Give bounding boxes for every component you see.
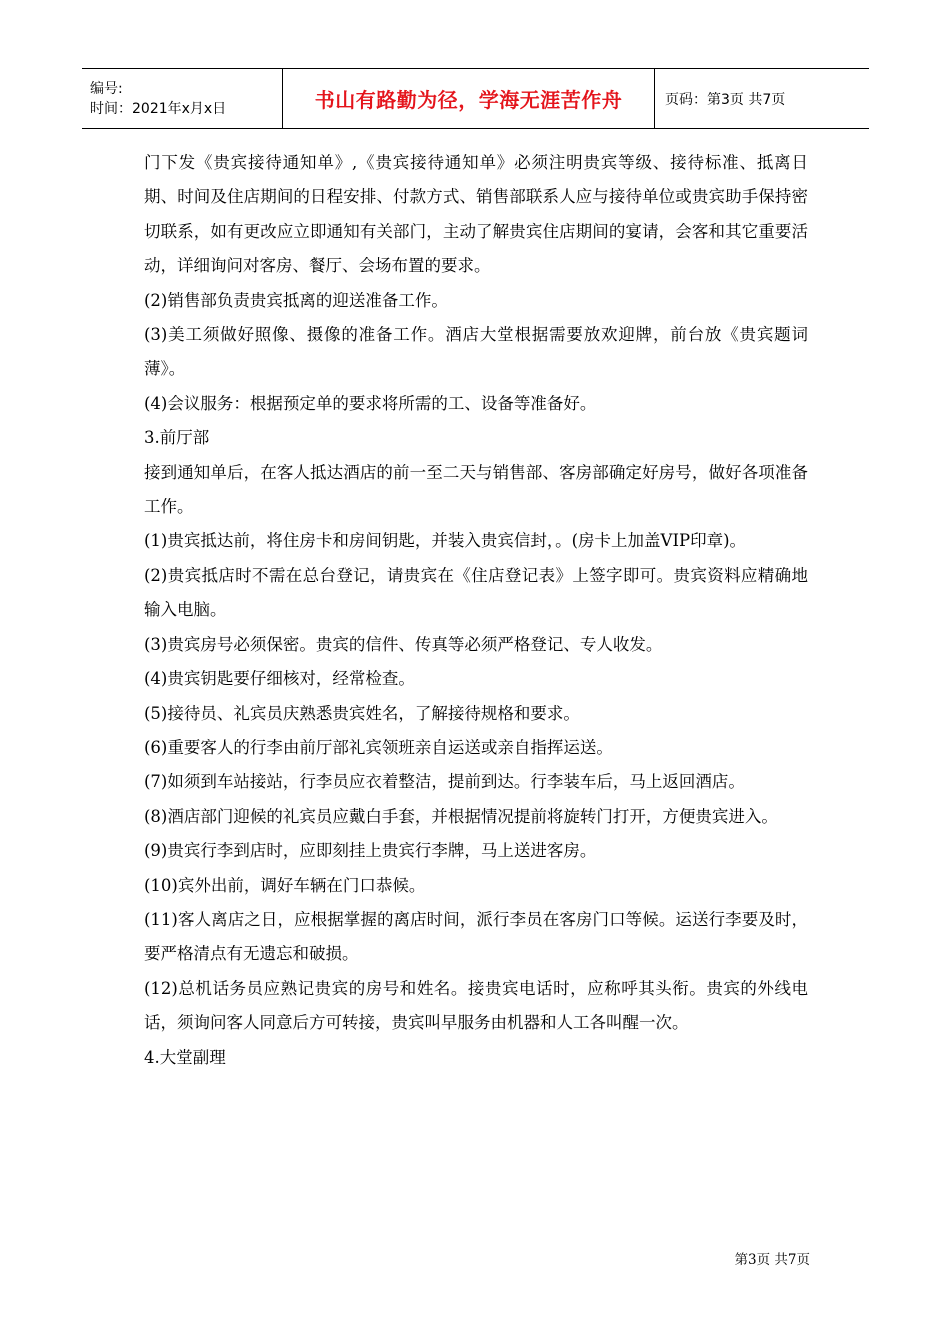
document-number-label: 编号:: [90, 80, 123, 97]
paragraph: (10)宾外出前，调好车辆在门口恭候。: [144, 875, 426, 895]
paragraph: (9)贵宾行李到店时，应即刻挂上贵宾行李牌，马上送进客房。: [144, 841, 597, 861]
section-heading: 3.前厅部: [144, 428, 210, 448]
paragraph: (3)美工须做好照像、摄像的准备工作。酒店大堂根据需要放欢迎牌，前台放《贵宾题词薄》。: [144, 325, 808, 379]
paragraph: (7)如须到车站接站，行李员应衣着整洁，提前到达。行李装车后，马上返回酒店。: [144, 772, 745, 792]
paragraph: (12)总机话务员应熟记贵宾的房号和姓名。接贵宾电话时，应称呼其头衔。贵宾的外线电话，须询问客人同意后方可转接，贵宾叫早服务由机器和人工各叫醒一次。: [144, 978, 808, 1033]
header-left-cell: [82, 69, 282, 128]
page-footer-number: 第3页 共7页: [734, 1252, 810, 1268]
header-page-number: 页码：第3页 共7页: [665, 91, 786, 108]
paragraph: (2)销售部负责贵宾抵离的迎送准备工作。: [144, 290, 448, 310]
header-motto-cell: [282, 69, 655, 128]
paragraph: (2)贵宾抵店时不需在总台登记，请贵宾在《住店登记表》上签字即可。贵宾资料应精确地输入电脑。: [144, 565, 808, 620]
paragraph: (6)重要客人的行李由前厅部礼宾领班亲自运送或亲自指挥运送。: [144, 737, 613, 757]
paragraph: (8)酒店部门迎候的礼宾员应戴白手套，并根据情况提前将旋转门打开，方便贵宾进入。: [144, 806, 778, 826]
paragraph: (5)接待员、礼宾员庆熟悉贵宾姓名，了解接待规格和要求。: [144, 703, 580, 723]
paragraph: (3)贵宾房号必须保密。贵宾的信件、传真等必须严格登记、专人收发。: [144, 634, 663, 654]
paragraph: (4)会议服务：根据预定单的要求将所需的工、设备等准备好。: [144, 393, 597, 413]
paragraph: 接到通知单后，在客人抵达酒店的前一至二天与销售部、客房部确定好房号，做好各项准备工作。: [144, 462, 808, 517]
paragraph: (11)客人离店之日，应根据掌握的离店时间，派行李员在客房门口等候。运送行李要及时，要严格清点有无遗忘和破损。: [144, 909, 808, 964]
document-time-label: 时间：2021年x月x日: [90, 100, 227, 117]
page-header: [82, 68, 869, 129]
document-body: [144, 146, 808, 1075]
header-motto: 书山有路勤为径，学海无涯苦作舟: [314, 88, 623, 112]
paragraph: (1)贵宾抵达前，将住房卡和房间钥匙，并装入贵宾信封，。(房卡上加盖VIP印章)。: [144, 531, 747, 551]
paragraph: 门下发《贵宾接待通知单》,《贵宾接待通知单》必须注明贵宾等级、接待标准、抵离日期、时间及住店期间的日程安排、付款方式、销售部联系人应与接待单位或贵宾助手保持密切联系，如有更改应立即通知有关部门，主动了解贵宾住店期间的宴请，会客和其它重要活动，详细询问对客房、餐厅、会场布置的要求。: [144, 153, 808, 276]
section-heading: 4.大堂副理: [144, 1047, 226, 1067]
header-right-cell: [655, 69, 869, 128]
paragraph: (4)贵宾钥匙要仔细核对，经常检查。: [144, 669, 415, 689]
